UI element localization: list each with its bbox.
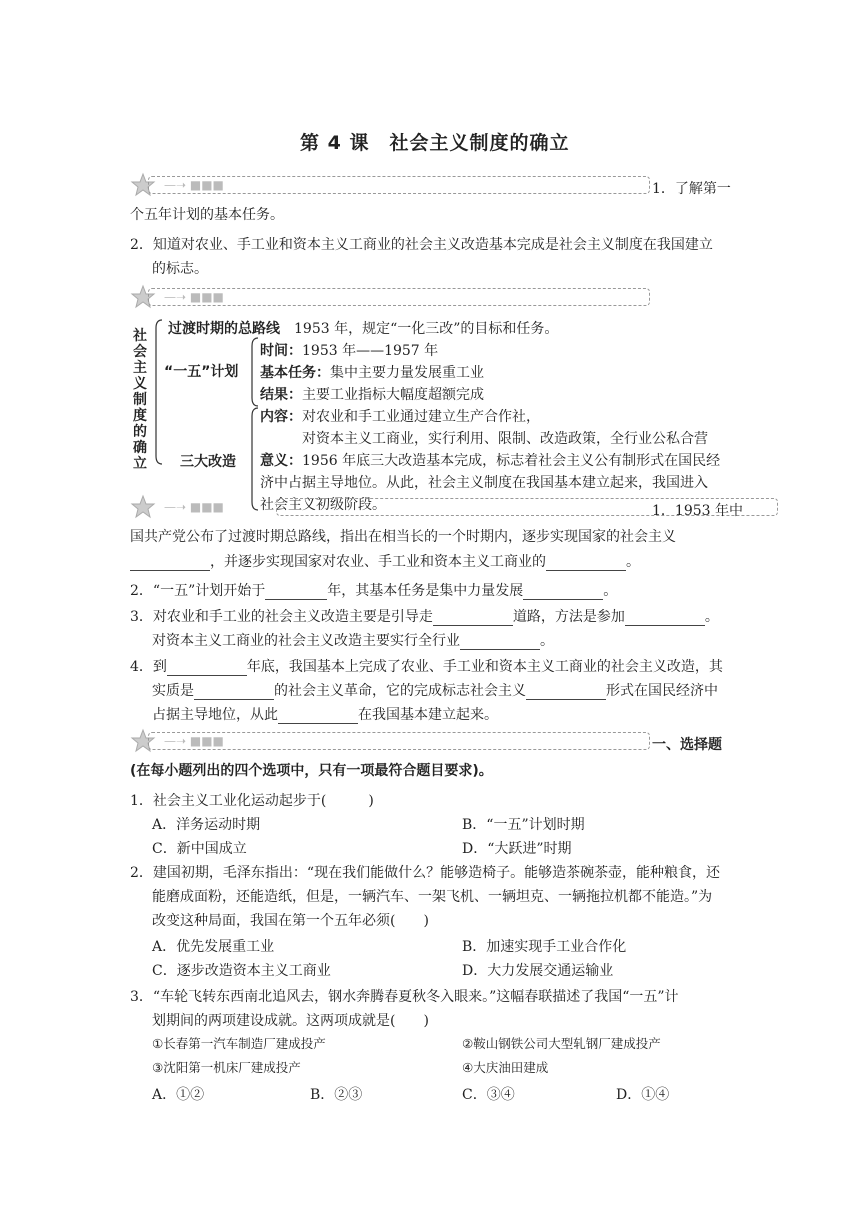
question-3-option-c[interactable]: C．③④ [462,1087,515,1103]
question-2-option-a[interactable]: A．优先发展重工业 [152,939,275,955]
question-3-item-4: ④大庆油田建成 [462,1060,549,1075]
fill-4-line3: 占据主导地位，从此 在我国基本建立起来。 [152,707,498,723]
blank[interactable] [194,685,274,700]
blank[interactable] [625,611,705,626]
reform-meaning-value-1: 1956 年底三大改造基本完成，标志着社会主义公有制形式在国民经 [302,453,721,469]
star-icon [130,494,156,520]
blank[interactable] [433,611,513,626]
outline-side-label: 社 会 主 义 制 度 的 确 立 [133,328,147,472]
blank[interactable] [278,709,358,724]
reform-content-value-1: 对农业和手工业通过建立生产合作社， [302,409,540,425]
outline-plan-label: “一五”计划 [164,364,239,380]
goal-2-line2: 的标志。 [152,261,208,277]
reform-content-value-2: 对资本主义工商业，实行利用、限制、改造政策，全行业公私合营 [302,431,708,447]
section-1-heading: 一、选择题 [652,737,722,753]
arrow-icon: —➝ ■■■ [164,178,224,192]
question-1-option-c[interactable]: C．新中国成立 [152,841,247,857]
arrow-icon: —➝ ■■■ [164,290,224,304]
section-banner-exercise [130,728,650,754]
fill-1-line2: 国共产党公布了过渡时期总路线，指出在相当长的一个时期内，逐步实现国家的社会主义 [130,529,676,545]
fill-1-start: 1．1953 年中 [652,503,743,519]
blank[interactable] [460,635,540,650]
blank[interactable] [526,685,606,700]
question-2-option-b[interactable]: B．加速实现手工业合作化 [462,939,627,955]
fill-1-line3: ，并逐步实现国家对农业、手工业和资本主义工商业的 。 [130,551,640,571]
outline-reform-label: 三大改造 [180,454,236,470]
question-2-option-c[interactable]: C．逐步改造资本主义工商业 [152,963,331,979]
goal-2-line1: 2．知道对农业、手工业和资本主义工商业的社会主义改造基本完成是社会主义制度在我国建立 [130,237,713,253]
fill-4-line2: 实质是 的社会主义革命，它的完成标志社会主义 形式在国民经济中 [152,683,718,699]
reform-content-key: 内容： [260,409,302,425]
reform-meaning-value-3: 社会主义初级阶段。 [260,497,386,513]
outline-braces [148,316,268,516]
plan-time-value: 1953 年——1957 年 [302,343,439,359]
goal-1-end: 个五年计划的基本任务。 [130,207,284,223]
question-2-option-d[interactable]: D．大力发展交通运输业 [462,963,614,979]
question-3-item-2: ②鞍山钢铁公司大型轧钢厂建成投产 [462,1036,661,1051]
question-3-item-1: ①长春第一汽车制造厂建成投产 [152,1036,326,1051]
question-3-option-b[interactable]: B．②③ [310,1087,363,1103]
question-1-stem: 1．社会主义工业化运动起步于( ) [130,793,374,809]
question-3-option-a[interactable]: A．①② [152,1087,205,1103]
section-1-note: (在每小题列出的四个选项中，只有一项最符合题目要求)。 [130,763,493,779]
arrow-icon: —➝ ■■■ [164,734,224,748]
plan-result-key: 结果： [260,387,302,403]
plan-task-value: 集中主要力量发展重工业 [330,365,484,381]
plan-time-key: 时间： [260,343,302,359]
fill-3-line1: 3．对农业和手工业的社会主义改造主要是引导走 道路，方法是参加 。 [130,609,719,625]
question-3-option-d[interactable]: D．①④ [616,1087,670,1103]
question-3-stem-1: 3．“车轮飞转东西南北追风去，钢水奔腾春夏秋冬入眼来。”这幅春联描述了我国“一五”计 [130,989,679,1005]
reform-meaning-key: 意义： [260,453,302,469]
question-2-stem-3: 改变这种局面，我国在第一个五年必须( ) [152,913,429,929]
blank[interactable] [523,585,603,600]
plan-result-value: 主要工业指标大幅度超额完成 [302,387,484,403]
question-3-stem-2: 划期间的两项建设成就。这两项成就是( ) [152,1013,429,1029]
blank[interactable] [130,556,210,571]
question-1-option-a[interactable]: A．洋务运动时期 [152,817,261,833]
question-2-stem-1: 2．建国初期，毛泽东指出：“现在我们能做什么？能够造椅子。能够造茶碗茶壶，能种粮食，还 [130,865,721,881]
plan-task-key: 基本任务： [260,365,330,381]
section-banner-outline [130,284,650,310]
blank[interactable] [167,661,247,676]
fill-3-line2: 对资本主义工商业的社会主义改造主要实行全行业 。 [152,633,554,649]
question-1-option-d[interactable]: D．“大跃进”时期 [462,841,572,857]
arrow-icon: —➝ ■■■ [164,500,224,514]
blank[interactable] [546,556,626,571]
question-3-item-3: ③沈阳第一机床厂建成投产 [152,1060,301,1075]
outline-line1-text: 1953 年，规定“一化三改”的目标和任务。 [294,321,559,337]
question-1-option-b[interactable]: B．“一五”计划时期 [462,817,585,833]
question-2-stem-2: 能磨成面粉，还能造纸，但是，一辆汽车、一架飞机、一辆坦克、一辆拖拉机都不能造。”为 [152,889,713,905]
blank[interactable] [265,585,327,600]
section-banner-goals [130,172,650,198]
goal-1-start: 1．了解第一 [652,181,731,197]
section-banner-fill [130,494,650,520]
reform-meaning-value-2: 济中占据主导地位。从此，社会主义制度在我国基本建立起来，我国进入 [260,475,708,491]
fill-2: 2．“一五”计划开始于 年，其基本任务是集中力量发展 。 [130,583,618,599]
fill-4-line1: 4．到 年底，我国基本上完成了农业、手工业和资本主义工商业的社会主义改造，其 [130,659,723,675]
page-title: 第 4 课 社会主义制度的确立 [300,132,570,154]
outline-line1-head: 过渡时期的总路线 [168,321,280,337]
